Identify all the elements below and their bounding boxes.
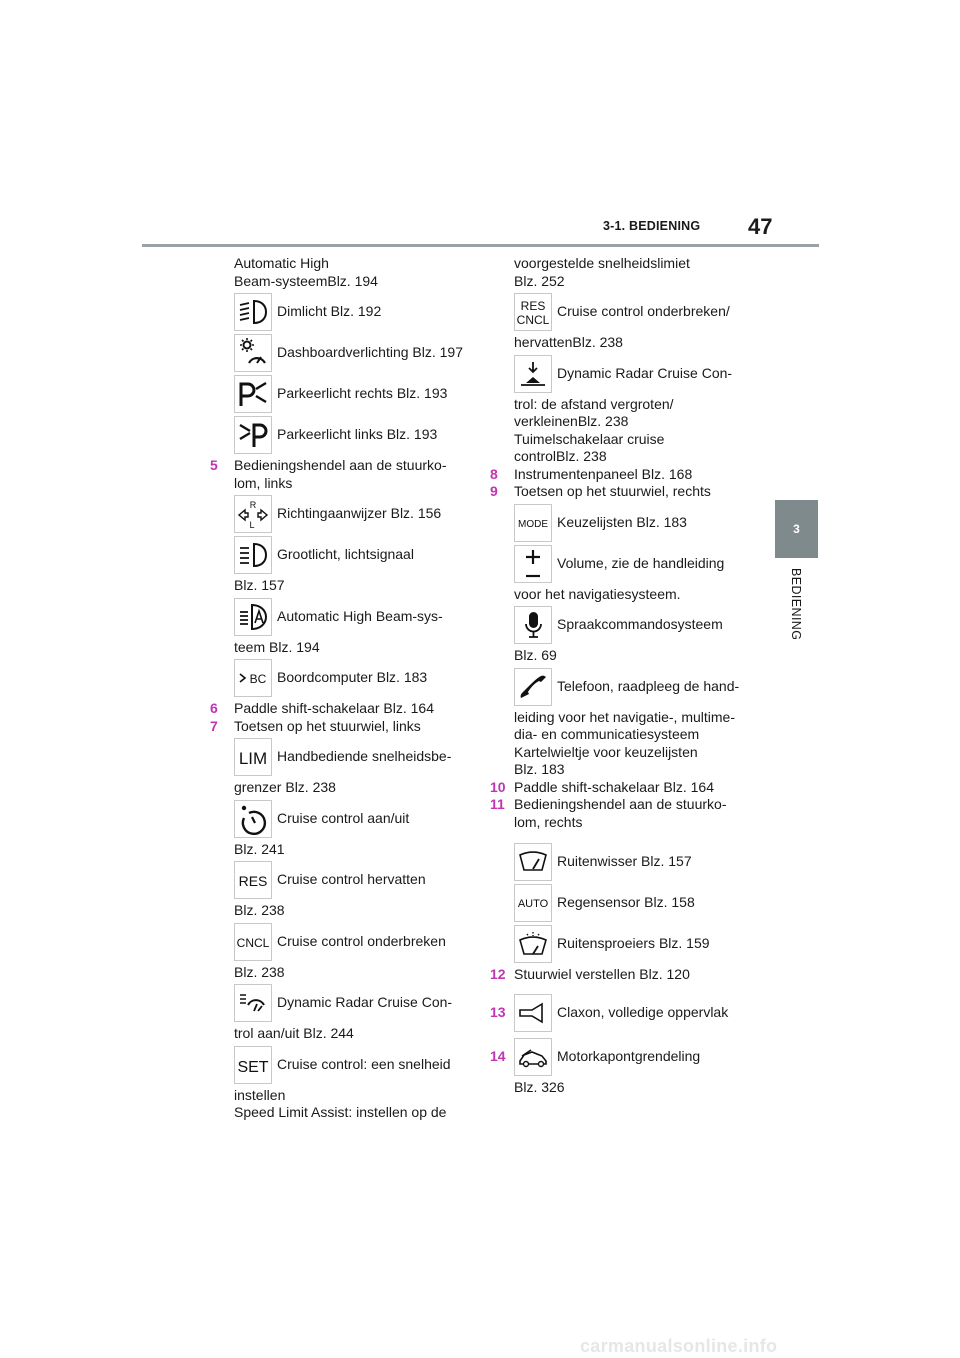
svg-text:MODE: MODE bbox=[518, 518, 548, 530]
cruise-control-icon bbox=[234, 800, 272, 838]
high-beam-icon bbox=[234, 536, 272, 574]
item-number: 7 bbox=[210, 717, 218, 734]
item-trip-computer: BC Boordcomputer Blz. 183 bbox=[234, 659, 472, 697]
left-column: Automatic High Beam-systeemBlz. 194 Dimlicht Blz. 192 Dashboardverlichting Blz. 197 Parkeerlicht rechts Blz. 193 Parkeerlicht links Blz. 193 5 Bedieningshendel aan de stuurko- lom, links R L Richtingaanwijzer Blz. 156 Grootlicht, lichtsignaal Blz. 157 Automatic High Beam-sys- teem Blz. 194 BC Boordcomputer Blz. 183 6 Paddle shift-schakelaar Blz. 164 7 Toetsen op het stuurwiel, links LIM Handbediende snelheidsbe- grenzer Blz. 238 Cruise control aan/uit Blz. 241 RES Cruise control hervatten Blz. 238 CNCL Cruise control onderbreken Blz. 238 Dynamic Radar Cruise Con- trol aan/uit Blz. 244 SET Cruise control: een snelheid instellen Speed Limit Assist: instellen op de bbox=[210, 255, 472, 1122]
item-number: 12 bbox=[490, 966, 506, 982]
item-high-beam: Grootlicht, lichtsignaal bbox=[234, 536, 472, 574]
trip-computer-icon bbox=[234, 659, 272, 697]
item-turn-signal: R L Richtingaanwijzer Blz. 156 bbox=[234, 495, 472, 533]
svg-text:L: L bbox=[249, 520, 255, 530]
item-wiper: Ruitenwisser Blz. 157 bbox=[514, 843, 752, 881]
item-cruise-set: SET Cruise control: een snelheid bbox=[234, 1046, 472, 1084]
item-number: 13 bbox=[490, 1003, 506, 1020]
svg-text:CNCL: CNCL bbox=[237, 935, 269, 950]
item-washer: Ruitensproeiers Blz. 159 bbox=[514, 925, 752, 963]
chapter-label: BEDIENING bbox=[789, 568, 803, 641]
item-speed-limiter: LIM Handbediende snelheidsbe- bbox=[234, 738, 472, 776]
set-icon bbox=[234, 1046, 272, 1084]
item-parking-right: Parkeerlicht rechts Blz. 193 bbox=[234, 375, 472, 413]
item-volume: Volume, zie de handleiding bbox=[514, 545, 752, 583]
item-rain-sensor: AUTO Regensensor Blz. 158 bbox=[514, 884, 752, 922]
item-radar-cruise: Dynamic Radar Cruise Con- bbox=[234, 984, 472, 1022]
lim-icon bbox=[234, 738, 272, 776]
item-dashboard: Dashboardverlichting Blz. 197 bbox=[234, 334, 472, 372]
wiper-icon bbox=[514, 843, 552, 881]
item-number: 5 bbox=[210, 457, 218, 473]
phone-icon bbox=[514, 668, 552, 706]
item-parking-left: Parkeerlicht links Blz. 193 bbox=[234, 416, 472, 454]
dashboard-light-icon bbox=[234, 334, 272, 372]
item-mode: MODE Keuzelijsten Blz. 183 bbox=[514, 504, 752, 542]
right-column: voorgestelde snelheidslimiet Blz. 252 RES CNCL Cruise control onderbreken/ hervattenBlz. 238 Dynamic Radar Cruise Con- trol: de afstand vergroten/ verkleinenBlz. 238 Tuimelschakelaar cruise controlBlz. 238 8 Instrumentenpaneel Blz. 168 9 Toetsen op het stuurwiel, rechts MODE Keuzelijsten Blz. 183 Volume, zie de handleiding voor het navigatiesysteem. Spraakcommandosysteem Blz. 69 Telefoon, raadpleeg de hand- leiding voor het navigatie-, multime- dia- en communicatiesysteem Kartelwieltje voor keuzelijsten Blz. 183 10 Paddle shift-schakelaar Blz. 164 11 Bedieningshendel aan de stuurko- lom, rechts Ruitenwisser Blz. 157 AUTO Regensensor Blz. 158 Ruitensproeiers Blz. 159 12 Stuurwiel verstellen Blz. 120 13 Claxon, volledige oppervlak 14 Motorkapontgrendeling Blz. 326 bbox=[490, 255, 752, 1096]
item-cruise-resume: RES Cruise control hervatten bbox=[234, 861, 472, 899]
item-number: 8 bbox=[490, 465, 498, 482]
text-line: Beam-systeemBlz. 194 bbox=[234, 272, 378, 289]
svg-text:LIM: LIM bbox=[238, 749, 268, 768]
text-line: Automatic High bbox=[234, 255, 329, 271]
turn-signal-icon bbox=[234, 495, 272, 533]
item-number: 14 bbox=[490, 1047, 506, 1064]
washer-icon bbox=[514, 925, 552, 963]
chapter-tab[interactable]: 3 bbox=[775, 500, 818, 558]
hood-release-icon bbox=[514, 1038, 552, 1076]
item-number: 6 bbox=[210, 700, 218, 716]
auto-icon bbox=[514, 884, 552, 922]
svg-text:RES: RES bbox=[520, 299, 546, 313]
parking-light-right-icon bbox=[234, 375, 272, 413]
header-rule bbox=[142, 244, 819, 247]
item-cruise-cancel: CNCL Cruise control onderbreken bbox=[234, 923, 472, 961]
auto-high-beam-icon bbox=[234, 598, 272, 636]
item-voice: Spraakcommandosysteem bbox=[514, 606, 752, 644]
item-distance: Dynamic Radar Cruise Con- bbox=[514, 355, 752, 393]
item-hood: 14 Motorkapontgrendeling bbox=[490, 1038, 752, 1076]
svg-text:AUTO: AUTO bbox=[517, 898, 549, 910]
svg-text:BC: BC bbox=[249, 672, 267, 686]
item-number: 11 bbox=[490, 796, 505, 812]
item-res-cncl: RES CNCL Cruise control onderbreken/ bbox=[514, 293, 752, 331]
item-auto-high-beam: Automatic High Beam-sys- bbox=[234, 598, 472, 636]
radar-cruise-icon bbox=[234, 984, 272, 1022]
res-cncl-icon bbox=[514, 293, 552, 331]
header-section: 3-1. BEDIENING bbox=[603, 219, 701, 233]
horn-icon bbox=[514, 994, 552, 1032]
parking-light-left-icon bbox=[234, 416, 272, 454]
mode-icon bbox=[514, 504, 552, 542]
microphone-icon bbox=[514, 606, 552, 644]
cncl-icon bbox=[234, 923, 272, 961]
item-horn: 13 Claxon, volledige oppervlak bbox=[490, 994, 752, 1032]
item-number: 10 bbox=[490, 778, 506, 795]
item-cruise-onoff: Cruise control aan/uit bbox=[234, 800, 472, 838]
item-number: 9 bbox=[490, 483, 498, 499]
low-beam-icon bbox=[234, 293, 272, 331]
volume-icon bbox=[514, 545, 552, 583]
item-phone: Telefoon, raadpleeg de hand- bbox=[514, 668, 752, 706]
page-number: 47 bbox=[748, 214, 773, 239]
svg-text:SET: SET bbox=[237, 1058, 269, 1076]
svg-text:RES: RES bbox=[238, 873, 268, 889]
res-icon bbox=[234, 861, 272, 899]
watermark: carmanualsonline.info bbox=[580, 1336, 778, 1356]
svg-text:R: R bbox=[249, 500, 257, 510]
item-dimlicht: Dimlicht Blz. 192 bbox=[234, 293, 472, 331]
svg-text:CNCL: CNCL bbox=[517, 313, 549, 327]
distance-icon bbox=[514, 355, 552, 393]
